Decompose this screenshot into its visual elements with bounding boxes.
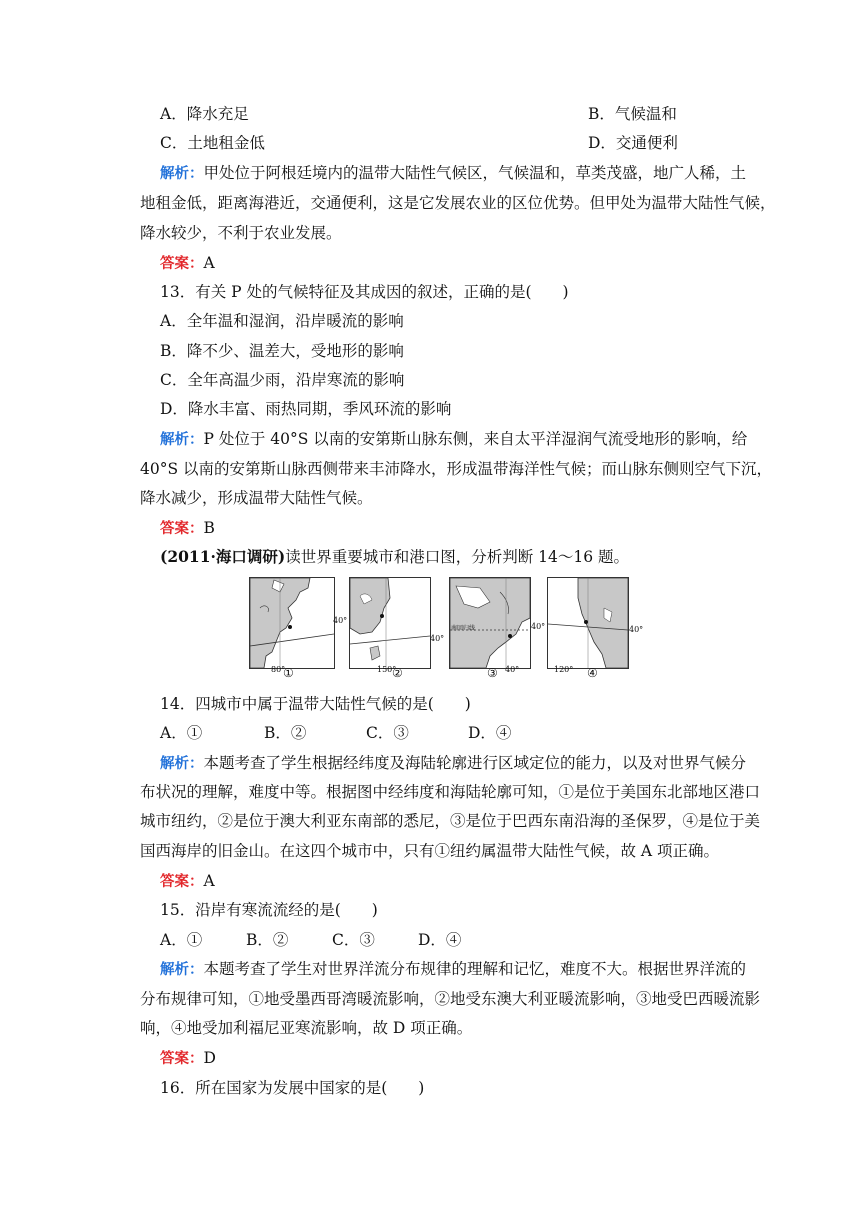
q15-option-b: B．② <box>246 931 289 949</box>
q14-answer <box>160 870 215 893</box>
map-3-lon: 40° <box>505 665 520 674</box>
q15-analysis-label: 解析： <box>160 962 204 978</box>
q15-answer-label: 答案： <box>160 1051 204 1067</box>
q12-option-row-2 <box>160 132 678 154</box>
q12-option-d: D．交通便利 <box>588 134 678 152</box>
q15-options <box>160 929 461 951</box>
group-intro <box>160 546 629 568</box>
q14-option-d: D．④ <box>468 724 512 742</box>
q13-option-c: C．全年高温少雨，沿岸寒流的影响 <box>160 371 405 389</box>
q12-answer <box>160 252 215 275</box>
q15-answer <box>160 1047 216 1070</box>
map-4-lat: 40° <box>629 625 644 634</box>
group-intro-text: 读世界重要城市和港口图，分析判断 14～16 题。 <box>285 548 630 566</box>
map-4-number: ④ <box>587 666 598 680</box>
q15-analysis-line-2: 分布规律可知，①地受墨西哥湾暖流影响，②地受东澳大利亚暖流影响，③地受巴西暖流影 <box>140 990 761 1008</box>
q13-stem: 13．有关 P 处的气候特征及其成因的叙述，正确的是( ) <box>160 283 569 301</box>
map-2-lon: 150° <box>377 665 397 674</box>
q12-analysis-label: 解析： <box>160 166 204 182</box>
map-4 <box>547 577 629 669</box>
map-4-lon: 120° <box>554 665 574 674</box>
q13-answer-value: B <box>203 519 215 537</box>
q14-options <box>160 722 511 744</box>
q15-stem: 15．沿岸有寒流流经的是( ) <box>160 901 378 919</box>
q12-analysis-line-1: 解析：甲处位于阿根廷境内的温带大陆性气候区，气候温和，草类茂盛，地广人稀，土 <box>160 164 747 182</box>
map-3-lat: 40° <box>531 622 546 631</box>
q13-option-a: A．全年温和湿润，沿岸暖流的影响 <box>160 312 404 330</box>
map-1-number: ① <box>283 666 294 680</box>
q15-answer-value: D <box>203 1049 216 1067</box>
q14-analysis-line-4: 国西海岸的旧金山。在这四个城市中，只有①纽约属温带大陆性气候，故 A 项正确。 <box>140 842 720 860</box>
q12-option-row-1 <box>160 103 677 125</box>
q14-answer-value: A <box>203 872 215 890</box>
q13-answer <box>160 517 215 540</box>
q14-analysis-line-1: 解析：本题考查了学生根据经纬度及海陆轮廓进行区域定位的能力，以及对世界气候分 <box>160 754 747 772</box>
group-source: (2011·海口调研) <box>160 547 286 566</box>
map-2-lat: 40° <box>430 634 445 643</box>
q14-stem: 14．四城市中属于温带大陆性气候的是( ) <box>160 695 471 713</box>
map-2-number: ② <box>392 666 403 680</box>
q15-option-c: C．③ <box>332 931 375 949</box>
q12-answer-value: A <box>203 254 215 272</box>
map-2 <box>349 577 431 669</box>
q15-analysis-line-3: 响，④地受加利福尼亚寒流影响，故 D 项正确。 <box>140 1019 473 1037</box>
q14-option-c: C．③ <box>366 724 409 742</box>
q14-analysis-line-2: 布状况的理解，难度中等。根据图中经纬度和海陆轮廓可知，①是位于美国东北部地区港口 <box>140 783 761 801</box>
q13-answer-label: 答案： <box>160 521 204 537</box>
q16-stem: 16．所在国家为发展中国家的是( ) <box>160 1079 425 1097</box>
q15-option-d: D．④ <box>418 931 462 949</box>
map-1-lon: 80° <box>271 665 286 674</box>
city-port-maps <box>249 577 645 681</box>
q15-option-a: A．① <box>160 931 203 949</box>
q12-option-a: A．降水充足 <box>160 105 249 123</box>
q14-option-a: A．① <box>160 724 203 742</box>
map-3-number: ③ <box>487 666 498 680</box>
q14-analysis-label: 解析： <box>160 756 204 772</box>
map-1 <box>249 577 335 669</box>
q13-analysis-line-1: 解析：P 处位于 40°S 以南的安第斯山脉东侧，来自太平洋湿润气流受地形的影响，给 <box>160 430 748 448</box>
q12-answer-label: 答案： <box>160 256 204 272</box>
q12-analysis-line-2: 地租金低，距离海港近，交通便利，这是它发展农业的区位优势。但甲处为温带大陆性气候， <box>140 194 776 212</box>
q12-analysis-line-3: 降水较少，不利于农业发展。 <box>140 224 342 242</box>
q13-analysis-line-3: 降水减少，形成温带大陆性气候。 <box>140 489 373 507</box>
q14-analysis-line-3: 城市纽约，②是位于澳大利亚东南部的悉尼，③是位于巴西东南沿海的圣保罗，④是位于美 <box>140 812 761 830</box>
q12-option-c: C．土地租金低 <box>160 134 265 152</box>
q14-option-b: B．② <box>264 724 307 742</box>
map-3-tropic-label: 南回归线 <box>451 625 476 632</box>
q13-option-d: D．降水丰富、雨热同期，季风环流的影响 <box>160 400 452 418</box>
q13-option-b: B．降不少、温差大，受地形的影响 <box>160 342 404 360</box>
q13-analysis-line-2: 40°S 以南的安第斯山脉西侧带来丰沛降水，形成温带海洋性气候；而山脉东侧则空气下沉， <box>140 460 773 478</box>
q15-analysis-line-1: 解析：本题考查了学生对世界洋流分布规律的理解和记忆，难度不大。根据世界洋流的 <box>160 960 747 978</box>
map-1-lat: 40° <box>333 616 348 625</box>
q13-analysis-label: 解析： <box>160 432 204 448</box>
q14-answer-label: 答案： <box>160 874 204 890</box>
q12-option-b: B．气候温和 <box>588 105 677 123</box>
